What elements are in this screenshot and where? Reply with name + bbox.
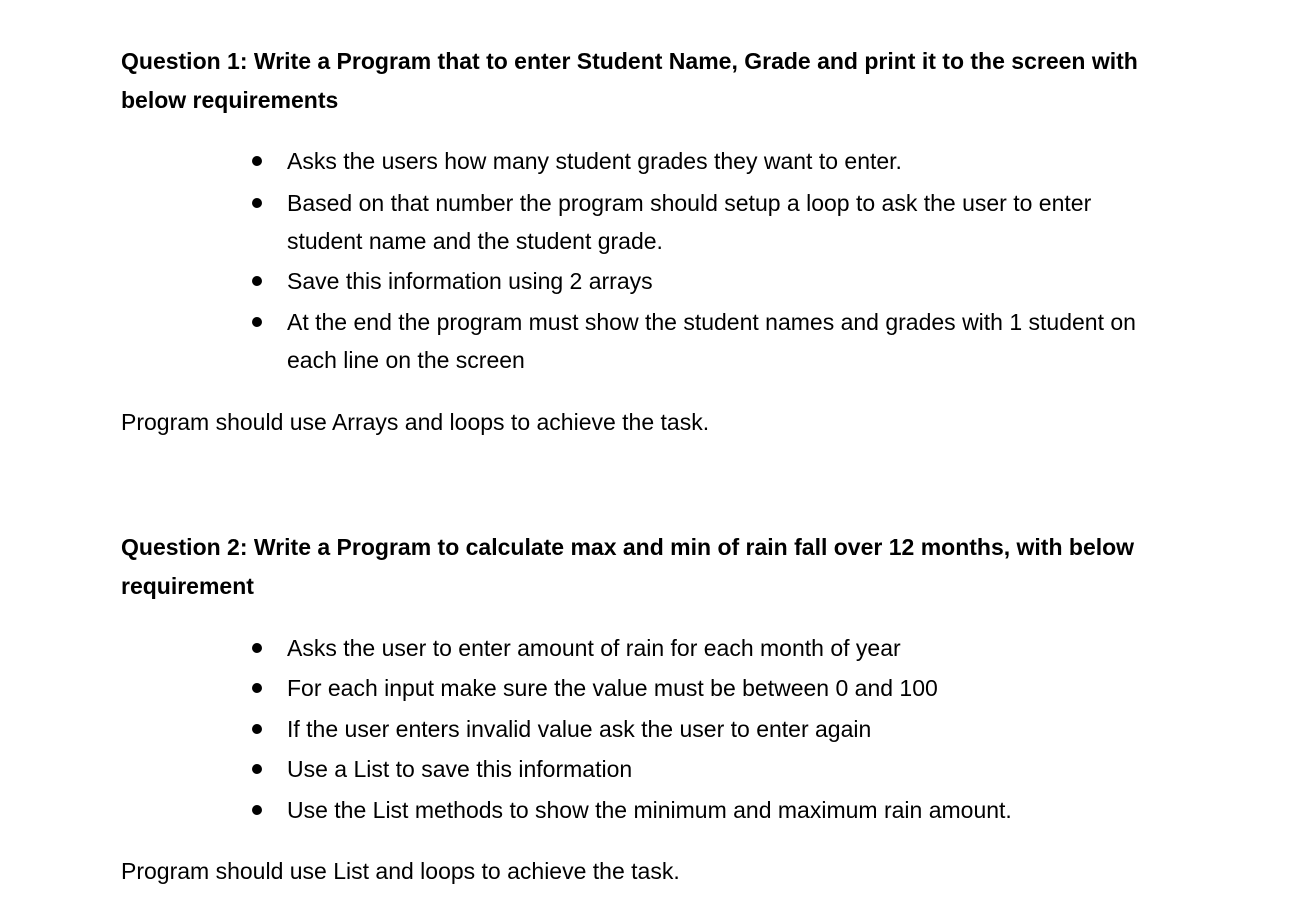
list-item-text: For each input make sure the value must be between 0 and 100	[287, 675, 938, 701]
bullet-icon	[252, 805, 262, 815]
list-item-text: Use a List to save this information	[287, 756, 633, 782]
list-item-text: Asks the user to enter amount of rain for each month of year	[287, 635, 901, 661]
bullet-icon	[252, 276, 262, 286]
bullet-icon	[252, 317, 262, 327]
question-1-summary: Program should use Arrays and loops to achieve the task.	[121, 409, 710, 435]
bullet-icon	[252, 156, 262, 166]
bullet-icon	[252, 198, 262, 208]
bullet-icon	[252, 724, 262, 734]
question-1-heading: Question 1: Write a Program that to enter Student Name, Grade and print it to the screen with below requirements	[121, 48, 1138, 113]
bullet-icon	[252, 764, 262, 774]
question-2-heading: Question 2: Write a Program to calculate max and min of rain fall over 12 months, with below requirement	[121, 534, 1135, 599]
list-item-text: Asks the users how many student grades they want to enter.	[287, 148, 902, 174]
list-item-text: Save this information using 2 arrays	[287, 268, 653, 294]
bullet-icon	[252, 683, 262, 693]
bullet-icon	[252, 643, 262, 653]
list-item-text: If the user enters invalid value ask the user to enter again	[287, 716, 872, 742]
question-2-summary: Program should use List and loops to achieve the task.	[121, 858, 680, 884]
list-item-text: Based on that number the program should setup a loop to ask the user to enter student name and the student grade.	[287, 190, 1092, 254]
list-item-text: Use the List methods to show the minimum and maximum rain amount.	[287, 797, 1012, 823]
list-item-text: At the end the program must show the student names and grades with 1 student on each line on the screen	[287, 309, 1136, 373]
